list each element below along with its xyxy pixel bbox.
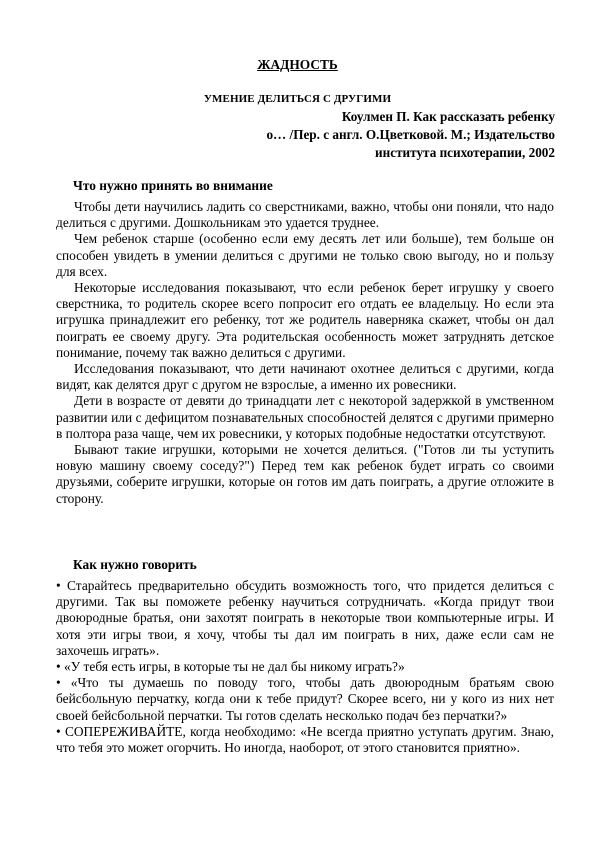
source-line-1: Коулмен П. Как рассказать ребенку [341,109,555,124]
document-title: ЖАДНОСТЬ [257,57,338,72]
paragraph: Исследования показывают, что дети начинают охотнее делиться с другими, когда видят, как делятся друг с другом не взрослые, а именно их ровесники. [56,361,554,393]
source-line-2: о… /Пер. с англ. О.Цветковой. М.; Издательство [266,127,555,142]
paragraph: Бывают такие игрушки, которыми не хочется делиться. ("Готов ли ты уступить новую машину своему соседу?") Перед тем как ребенок будет играть со своими друзьями, соберите игрушки, которые он готов им дать поиграть, а другие отложите в сторону. [56,442,554,506]
bullet-item: • Старайтесь предварительно обсудить возможность того, что придется делиться с другими. Так вы поможете ребенку научиться сотрудничать. «Когда придут твои двоюродные братья, они захотят поиграть в некоторые твои компьютерные игры. И хотя эти игры твои, я хочу, чтобы ты дал им поиграть в них, даже если сам не захочешь играть». [56,578,554,658]
source-line-3: института психотерапии, 2002 [375,145,555,160]
paragraph: Чем ребенок старше (особенно если ему десять лет или больше), тем больше он способен увидеть в умении делиться с другими не только свою выгоду, но и пользу для всех. [56,231,554,279]
paragraph: Некоторые исследования показывают, что если ребенок берет игрушку у своего сверстника, то родитель скорее всего попросит его отдать ее владельцу. Но если эта игрушка принадлежит его ребенку, тот же родитель наверняка скажет, чтобы он дал поиграть ее своему другу. Эта родительская особенность может затруднять детское понимание, почему так важно делиться с другими. [56,280,554,360]
section-heading-considerations: Что нужно принять во внимание [73,178,273,193]
paragraph: Чтобы дети научились ладить со сверстниками, важно, чтобы они поняли, что надо делиться с другими. Дошкольникам это удается труднее. [56,199,554,231]
section-how-to-talk-body [56,578,554,756]
bullet-item: • «У тебя есть игры, в которые ты не дал бы никому играть?» [56,659,405,675]
document-subtitle: УМЕНИЕ ДЕЛИТЬСЯ С ДРУГИМИ [203,93,392,105]
paragraph: Дети в возрасте от девяти до тринадцати лет с некоторой задержкой в умственном развитии или с дефицитом познавательных способностей делятся с другими примерно в полтора раза чаще, чем их ровесники, у которых подобные недостатки отсутствуют. [56,393,554,441]
section-considerations-body [56,199,554,507]
bullet-item: • СОПЕРЕЖИВАЙТЕ, когда необходимо: «Не всегда приятно уступать другим. Знаю, что тебя это может огорчить. Но иногда, наоборот, от этого становится приятно». [56,723,554,756]
bullet-item: • «Что ты думаешь по поводу того, чтобы дать двоюродным братьям свою бейсбольную перчатку, когда они к тебе придут? Скорее всего, ни у кого из них нет своей бейсбольной перчатки. Ты готов сделать несколько подач без перчатки?» [56,675,554,723]
section-heading-how-to-talk: Как нужно говорить [73,557,197,572]
